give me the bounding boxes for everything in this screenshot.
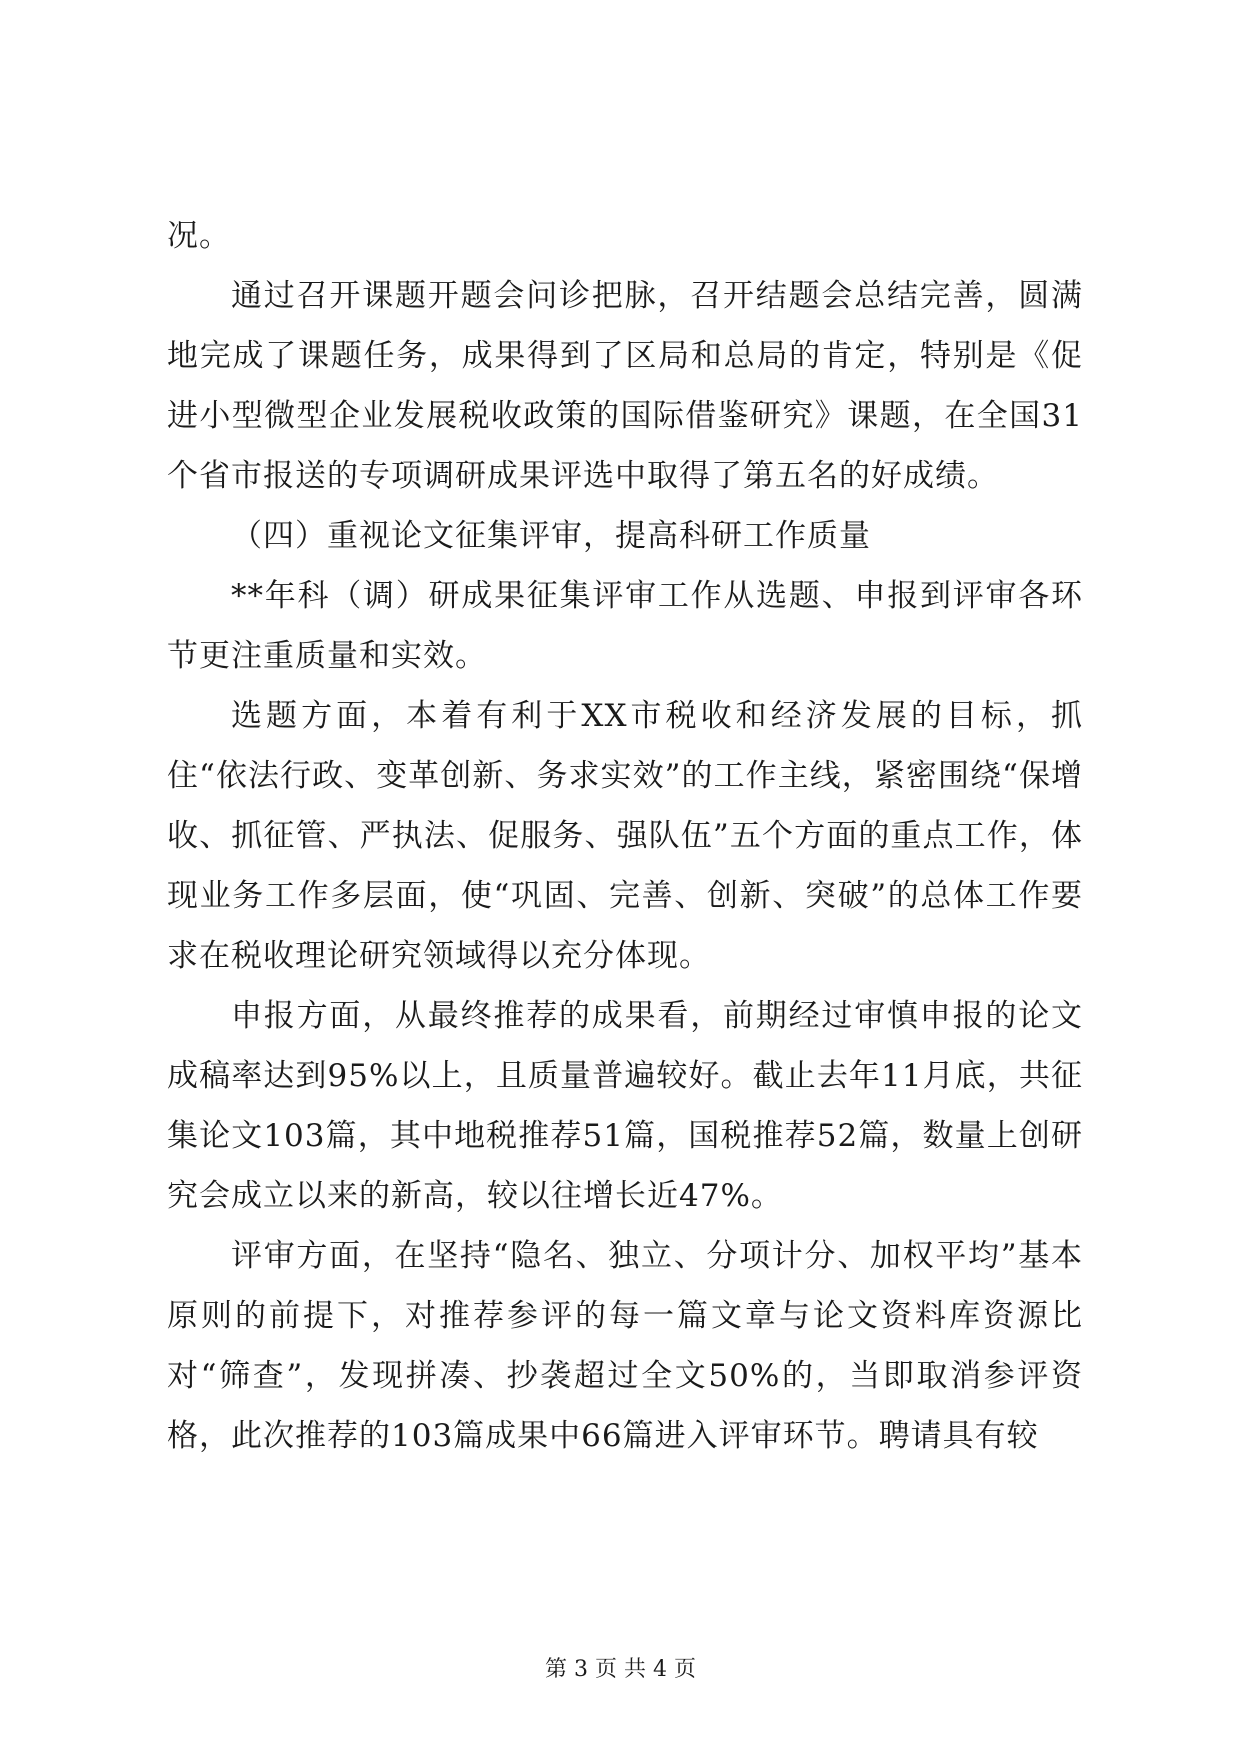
paragraph-topic-selection: 选题方面，本着有利于XX市税收和经济发展的目标，抓住“依法行政、变革创新、务求实效”的工作主线，紧密围绕“保增收、抓征管、严执法、促服务、强队伍”五个方面的重点工作，体现业务工作多层面，使“巩固、完善、创新、突破”的总体工作要求在税收理论研究领域得以充分体现。 [167, 698, 1083, 974]
paragraph-review: 评审方面，在坚持“隐名、独立、分项计分、加权平均”基本原则的前提下，对推荐参评的每一篇文章与论文资料库资源比对“筛查”，发现拼凑、抄袭超过全文50%的，当即取消参评资格，此次推荐的103篇成果中66篇进入评审环节。聘请具有较 [167, 1238, 1083, 1454]
section-heading-four: （四）重视论文征集评审，提高科研工作质量 [231, 518, 871, 554]
paragraph-continuation: 况。 [167, 218, 231, 254]
paragraph-submission: 申报方面，从最终推荐的成果看，前期经过审慎申报的论文成稿率达到95%以上，且质量普遍较好。截止去年11月底，共征集论文103篇，其中地税推荐51篇，国税推荐52篇，数量上创研究会成立以来的新高，较以往增长近47%。 [167, 998, 1083, 1214]
page-footer: 第 3 页 共 4 页 [545, 1657, 696, 1682]
paragraph-research-topics: 通过召开课题开题会问诊把脉，召开结题会总结完善，圆满地完成了课题任务，成果得到了区局和总局的肯定，特别是《促进小型微型企业发展税收政策的国际借鉴研究》课题，在全国31个省市报送的专项调研成果评选中取得了第五名的好成绩。 [167, 278, 1083, 494]
document-body [167, 206, 1083, 1466]
paragraph-evaluation-intro: **年科（调）研成果征集评审工作从选题、申报到评审各环节更注重质量和实效。 [167, 578, 1083, 674]
